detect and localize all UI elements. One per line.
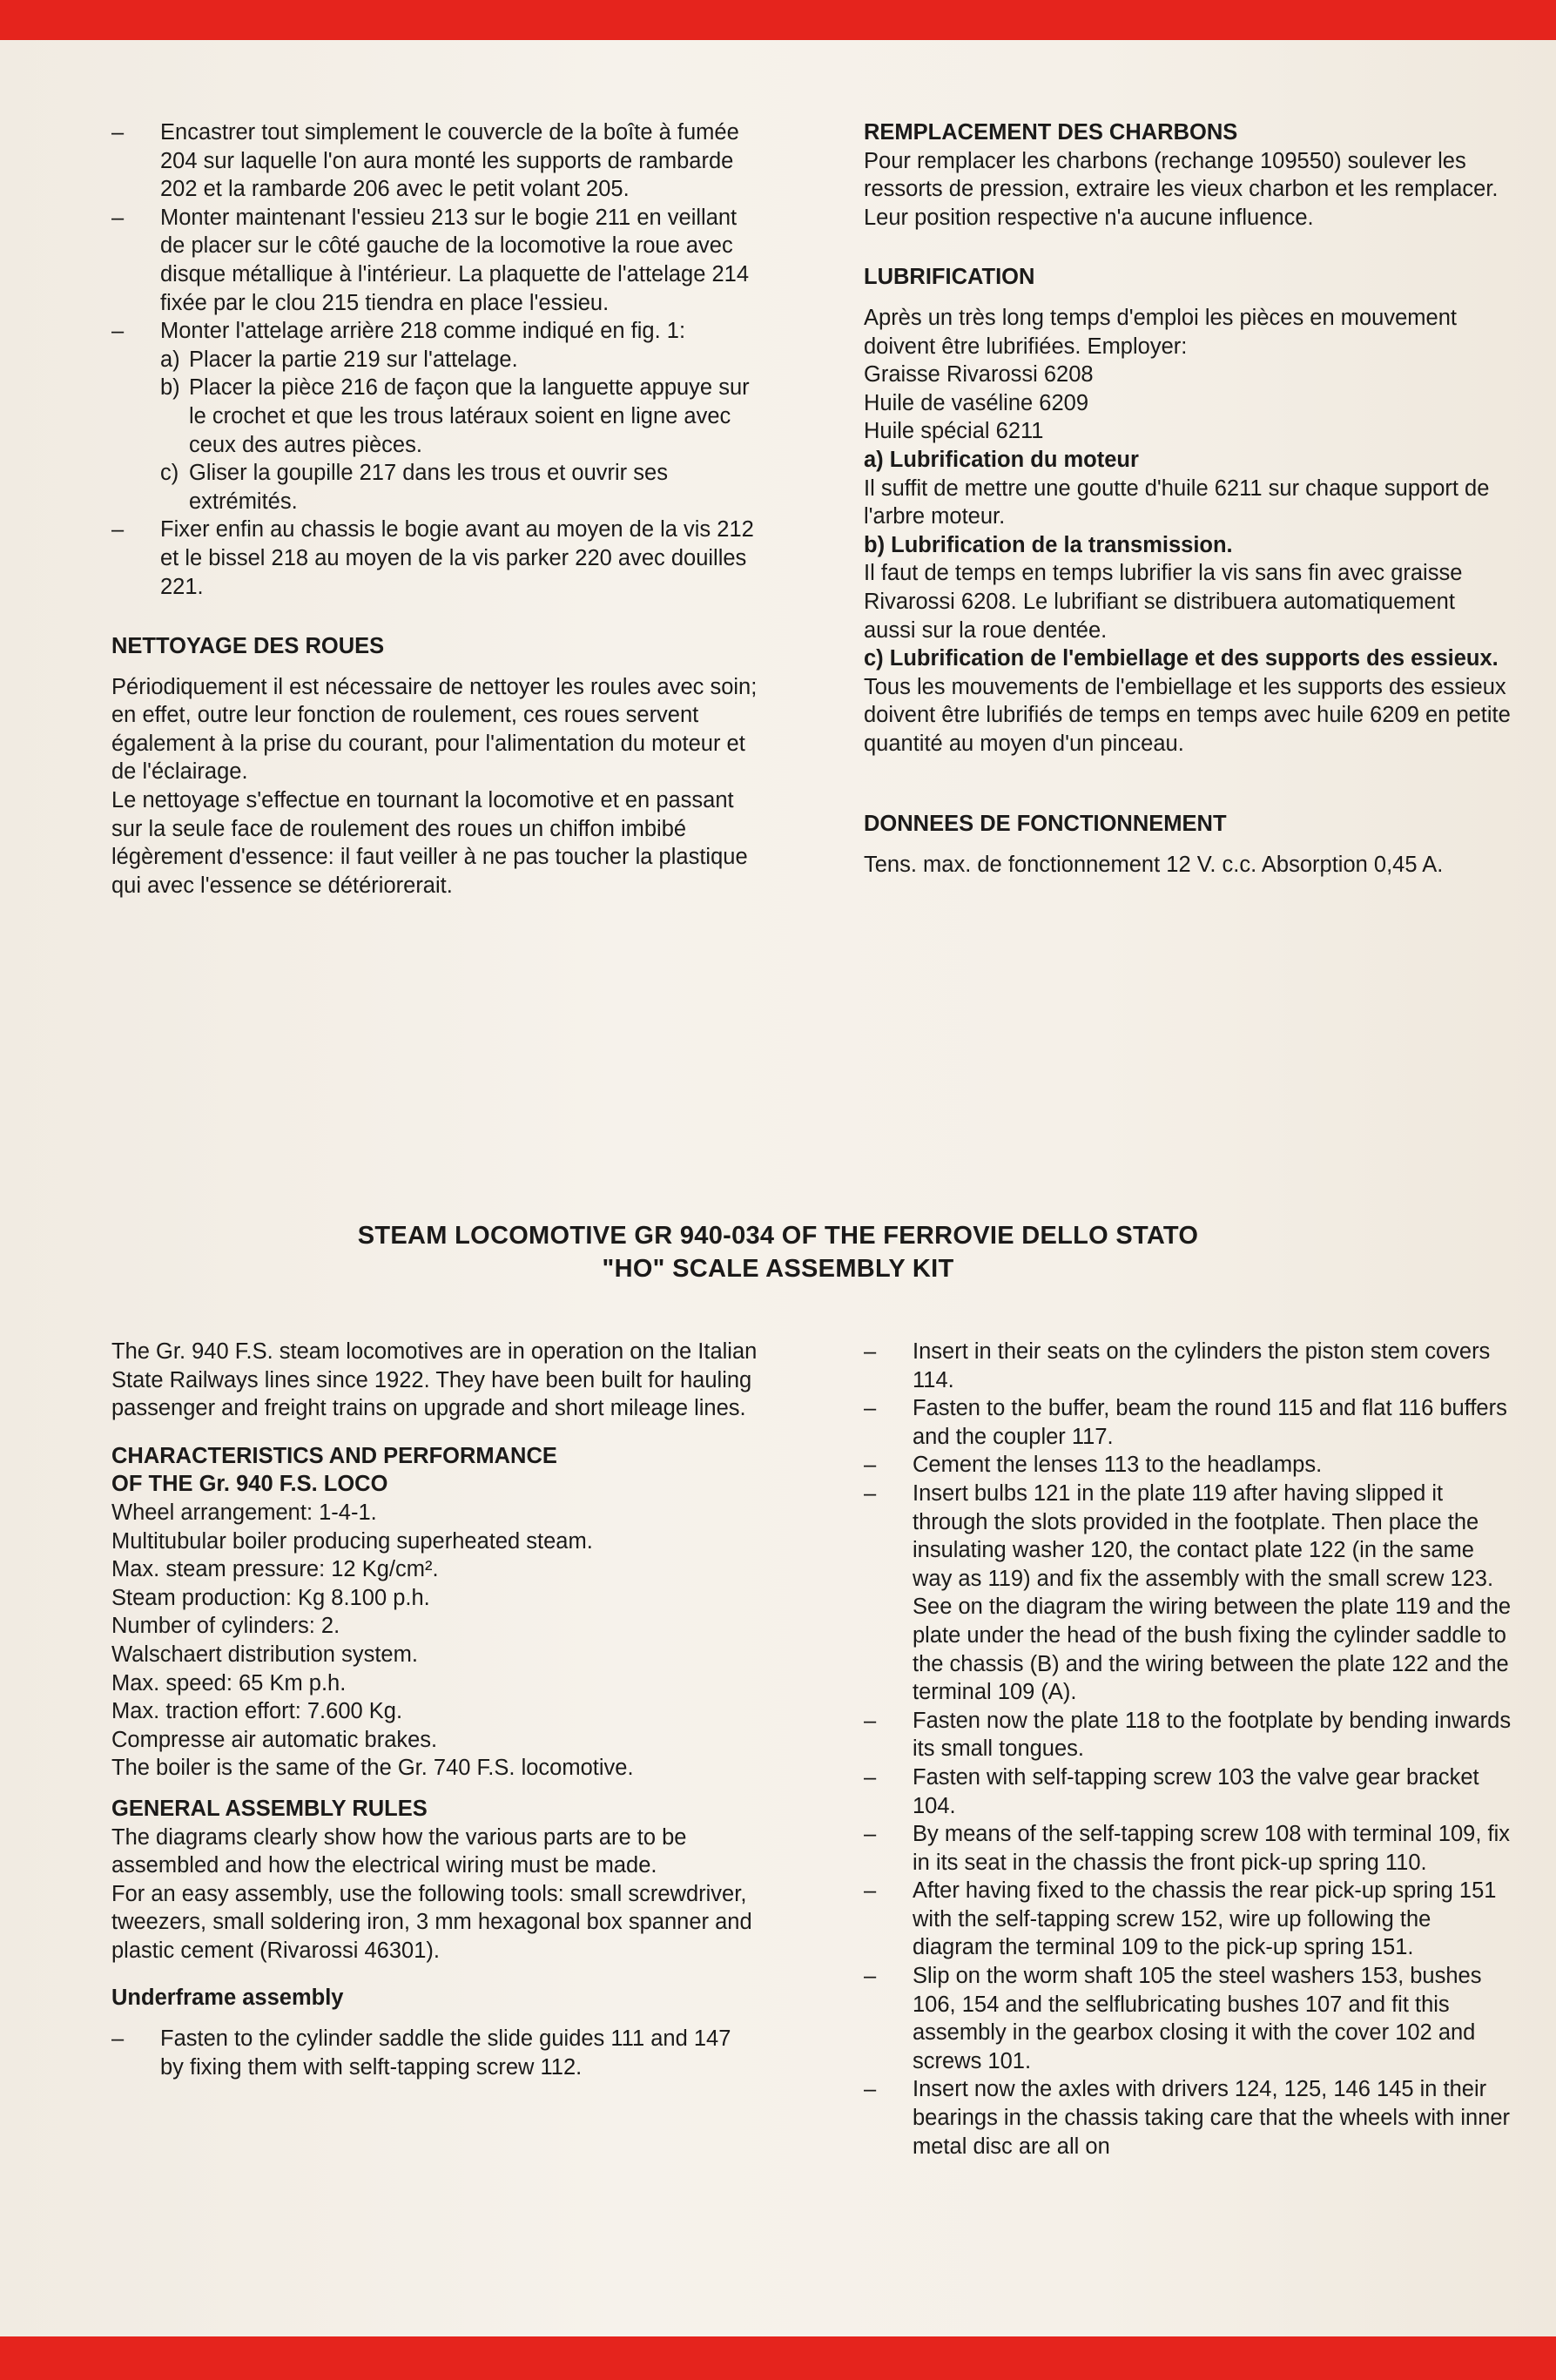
- dash-bullet: –: [111, 517, 125, 543]
- list-item: [864, 1820, 1512, 1877]
- spec-line: Compresse air automatic brakes.: [111, 1727, 438, 1752]
- list-item-text: After having fixed to the chassis the rear pick-up spring 151 with the self-tapping screw 152, wire up following the diagram the terminal 109 to the pick-up spring 151.: [913, 1878, 1497, 1960]
- section-heading: CHARACTERISTICS AND PERFORMANCE: [111, 1443, 557, 1468]
- list-item: [864, 1707, 1512, 1763]
- dash-bullet: –: [864, 1453, 877, 1478]
- spec-line: Steam production: Kg 8.100 p.h.: [111, 1585, 430, 1610]
- list-item: [864, 1451, 1512, 1480]
- spec-line: The boiler is the same of the Gr. 740 F.S. locomotive.: [111, 1756, 634, 1781]
- list-item: [864, 1480, 1512, 1707]
- sub-list-item: [111, 459, 758, 516]
- sub-item-text: Placer la partie 219 sur l'attelage.: [189, 347, 518, 372]
- top-red-band: [0, 0, 1556, 40]
- list-item: [111, 204, 758, 317]
- product-line: Graisse Rivarossi 6208: [864, 362, 1094, 388]
- paragraph: Il faut de temps en temps lubrifier la vis sans fin avec graisse Rivarossi 6208. Le lubrifiant se distribuera automatiquement aussi sur la roue dentée.: [864, 561, 1463, 643]
- dash-bullet: –: [864, 1708, 877, 1733]
- list-item: [864, 1877, 1512, 1962]
- list-item-text: Fasten to the buffer, beam the round 115 and flat 116 buffers and the coupler 117.: [913, 1396, 1507, 1449]
- list-item: [111, 317, 758, 346]
- dash-bullet: –: [864, 2077, 877, 2102]
- dash-bullet: –: [111, 319, 125, 344]
- sub-heading: b) Lubrification de la transmission.: [864, 532, 1233, 557]
- list-item-text: Encastrer tout simplement le couvercle de la boîte à fumée 204 sur laquelle l'on aura monté les supports de rambarde 202 et la rambarde 206 avec le petit volant 205.: [160, 120, 739, 202]
- dash-bullet: –: [864, 1480, 877, 1506]
- list-item-text: Insert bulbs 121 in the plate 119 after having slipped it through the slots provided in the footplate. Then place the insulating washer 120, the contact plate 122 (in the same way as 119) and fix the assembly with the small screw 123. See on the diagram the wiring between the plate 119 and the plate under the head of the bush fixing the cylinder saddle to the chassis (B) and the wiring between the plate 122 and the terminal 109 (A).: [913, 1480, 1512, 1705]
- list-item-text: Cement the lenses 113 to the headlamps.: [913, 1453, 1323, 1478]
- section-heading: REMPLACEMENT DES CHARBONS: [864, 120, 1238, 145]
- list-item-text: Insert now the axles with drivers 124, 125, 146 145 in their bearings in the chassis taking care that the wheels with inner metal disc are all on: [913, 2077, 1511, 2159]
- section-heading: DONNEES DE FONCTIONNEMENT: [864, 812, 1227, 837]
- intro-paragraph: The Gr. 940 F.S. steam locomotives are in operation on the Italian State Railways lines since 1922. They have been built for hauling passenger and freight trains on upgrade and short mileage lines.: [111, 1339, 758, 1421]
- spec-line: Multitubular boiler producing superheated steam.: [111, 1528, 593, 1554]
- list-item: [864, 1394, 1512, 1451]
- list-item-text: Fasten now the plate 118 to the footplate by bending inwards its small tongues.: [913, 1708, 1512, 1762]
- sub-list-item: [111, 374, 758, 459]
- dash-bullet: –: [111, 120, 125, 145]
- paragraph: Après un très long temps d'emploi les pièces en mouvement doivent être lubrifiées. Employer:: [864, 305, 1457, 359]
- section-heading: NETTOYAGE DES ROUES: [111, 634, 385, 659]
- section-heading: OF THE Gr. 940 F.S. LOCO: [111, 1472, 388, 1497]
- dash-bullet: –: [864, 1339, 877, 1364]
- paragraph: For an easy assembly, use the following tools: small screwdriver, tweezers, small soldering iron, 3 mm hexagonal box spanner and plastic cement (Rivarossi 46301).: [111, 1881, 752, 1963]
- dash-bullet: –: [864, 1822, 877, 1847]
- title-line-1: STEAM LOCOMOTIVE GR 940-034 OF THE FERROVIE DELLO STATO: [357, 1222, 1199, 1250]
- spec-line: Max. traction effort: 7.600 Kg.: [111, 1699, 403, 1724]
- paragraph: Périodiquement il est nécessaire de nettoyer les roules avec soin; en effet, outre leur fonction de roulement, ces roues servent également à la prise du courant, pour l'alimentation du moteur et de l'éclairage.: [111, 674, 758, 785]
- spec-line: Walschaert distribution system.: [111, 1642, 418, 1667]
- dash-bullet: –: [864, 1396, 877, 1421]
- sub-item-letter: a): [160, 347, 180, 372]
- paragraph: Pour remplacer les charbons (rechange 109550) soulever les ressorts de pression, extraire les vieux charbon et les remplacer. Leur position respective n'a aucune influence.: [864, 148, 1499, 230]
- list-item: [111, 516, 758, 601]
- paragraph: Tens. max. de fonctionnement 12 V. c.c. Absorption 0,45 A.: [864, 853, 1444, 878]
- list-item: [864, 1338, 1512, 1394]
- paragraph: Le nettoyage s'effectue en tournant la locomotive et en passant sur la seule face de roulement des roues un chiffon imbibé légèrement d'essence: il faut veiller à ne pas toucher la plastique qui avec l'essence se détériorerait.: [111, 788, 748, 898]
- english-left-column: [111, 1338, 758, 2081]
- sub-item-text: Placer la pièce 216 de façon que la languette appuye sur le crochet et que les trous latéraux soient en ligne avec ceux des autres pièces.: [189, 375, 750, 457]
- list-item-text: Monter l'attelage arrière 218 comme indiqué en fig. 1:: [160, 319, 686, 344]
- sub-list-item: [111, 346, 758, 374]
- sub-heading: c) Lubrification de l'embiellage et des supports des essieux.: [864, 646, 1499, 671]
- dash-bullet: –: [864, 1964, 877, 1989]
- spec-line: Wheel arrangement: 1-4-1.: [111, 1500, 377, 1525]
- english-right-column: [864, 1338, 1512, 2161]
- list-item-text: Insert in their seats on the cylinders the piston stem covers 114.: [913, 1339, 1491, 1392]
- paragraph: Tous les mouvements de l'embiellage et les supports des essieux doivent être lubrifiés de temps en temps avec huile 6209 en petite quantité au moyen d'un pinceau.: [864, 674, 1511, 756]
- list-item: [864, 1763, 1512, 1820]
- list-item-text: Slip on the worm shaft 105 the steel washers 153, bushes 106, 154 and the selflubricating bushes 107 and fit this assembly in the gearbox closing it with the cover 102 and screws 101.: [913, 1964, 1482, 2073]
- list-item: [864, 1962, 1512, 2075]
- dash-bullet: –: [111, 2026, 125, 2052]
- sub-item-letter: b): [160, 375, 180, 401]
- dash-bullet: –: [111, 205, 125, 230]
- product-line: Huile de vaséline 6209: [864, 390, 1089, 415]
- dash-bullet: –: [864, 1878, 877, 1904]
- sub-item-letter: c): [160, 461, 179, 486]
- spec-line: Number of cylinders: 2.: [111, 1614, 340, 1639]
- spec-line: Max. speed: 65 Km p.h.: [111, 1670, 347, 1696]
- product-line: Huile spécial 6211: [864, 419, 1044, 444]
- list-item-text: Fixer enfin au chassis le bogie avant au moyen de la vis 212 et le bissel 218 au moyen de la vis parker 220 avec douilles 221.: [160, 517, 754, 599]
- list-item: [864, 2075, 1512, 2161]
- section-heading: GENERAL ASSEMBLY RULES: [111, 1796, 428, 1821]
- title-line-2: "HO" SCALE ASSEMBLY KIT: [602, 1255, 954, 1283]
- list-item-text: Monter maintenant l'essieu 213 sur le bogie 211 en veillant de placer sur le côté gauche de la locomotive la roue avec disque métallique à l'intérieur. La plaquette de l'attelage 214 fixée par le clou 215 tiendra en place l'essieu.: [160, 205, 750, 315]
- french-right-column: [864, 118, 1512, 880]
- paragraph: The diagrams clearly show how the various parts are to be assembled and how the electrical wiring must be made.: [111, 1824, 687, 1878]
- spec-line: Max. steam pressure: 12 Kg/cm².: [111, 1557, 439, 1582]
- sub-item-text: Gliser la goupille 217 dans les trous et ouvrir ses extrémités.: [189, 461, 668, 514]
- bottom-red-band: [0, 2336, 1556, 2380]
- list-item: [111, 2025, 758, 2081]
- french-left-column: [111, 118, 758, 900]
- dash-bullet: –: [864, 1764, 877, 1790]
- list-item: [111, 118, 758, 204]
- paragraph: Il suffit de mettre une goutte d'huile 6211 sur chaque support de l'arbre moteur.: [864, 475, 1490, 529]
- list-item-text: By means of the self-tapping screw 108 with terminal 109, fix in its seat in the chassis the front pick-up spring 110.: [913, 1822, 1510, 1875]
- section-heading: LUBRIFICATION: [864, 265, 1035, 290]
- english-title: [174, 1219, 1382, 1285]
- sub-heading: Underframe assembly: [111, 1986, 344, 2011]
- list-item-text: Fasten with self-tapping screw 103 the valve gear bracket 104.: [913, 1764, 1479, 1818]
- list-item-text: Fasten to the cylinder saddle the slide guides 111 and 147 by fixing them with selft-tapping screw 112.: [160, 2026, 731, 2080]
- sub-heading: a) Lubrification du moteur: [864, 447, 1139, 472]
